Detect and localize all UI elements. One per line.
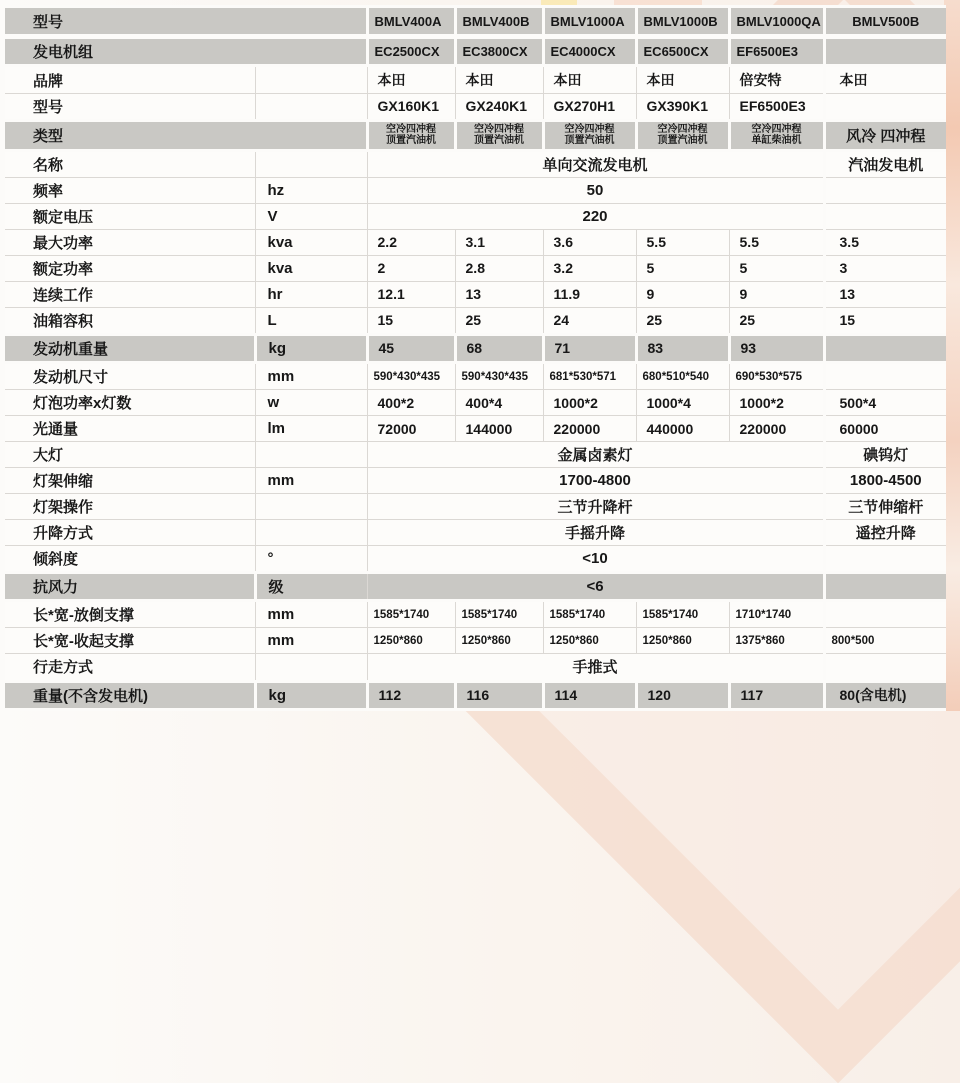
background-right-strip <box>944 0 960 711</box>
row-unit: mm <box>255 628 367 654</box>
spec-cell: 117 <box>729 681 824 709</box>
spec-cell <box>824 93 946 120</box>
spec-cell: 1585*1740 <box>455 601 543 628</box>
spec-cell: 220000 <box>729 416 824 442</box>
table-row <box>5 545 946 572</box>
spec-cell: EC4000CX <box>543 37 636 66</box>
row-unit: mm <box>255 468 367 494</box>
spec-cell: 13 <box>824 281 946 307</box>
spec-cell <box>824 601 946 628</box>
spec-cell: 本田 <box>367 66 455 93</box>
table-row <box>5 601 946 628</box>
spec-cell: EC6500CX <box>636 37 729 66</box>
spec-cell <box>824 37 946 66</box>
spec-cell: 25 <box>455 307 543 334</box>
spec-cell: 1585*1740 <box>367 601 455 628</box>
spec-cell: 114 <box>543 681 636 709</box>
row-unit: kg <box>255 681 367 709</box>
spec-cell: 本田 <box>636 66 729 93</box>
spec-cell-last: 风冷 四冲程 <box>824 120 946 150</box>
engine-type-cell: 空冷四冲程 顶置汽油机 <box>543 120 636 150</box>
row-label: 型号 <box>5 93 255 120</box>
row-unit: hr <box>255 281 367 307</box>
spec-cell: GX240K1 <box>455 93 543 120</box>
spec-cell: 1375*860 <box>729 628 824 654</box>
spec-cell: 1000*4 <box>636 390 729 416</box>
spec-cell: 1000*2 <box>543 390 636 416</box>
spec-span-cell: <6 <box>367 573 824 601</box>
spec-cell: 倍安特 <box>729 66 824 93</box>
spec-cell: 116 <box>455 681 543 709</box>
spec-cell: EF6500E3 <box>729 93 824 120</box>
table-row <box>5 7 946 37</box>
spec-cell: 1585*1740 <box>543 601 636 628</box>
spec-cell: 12.1 <box>367 281 455 307</box>
spec-cell: 本田 <box>455 66 543 93</box>
row-label: 长*宽-收起支撑 <box>5 628 255 654</box>
row-unit: 级 <box>255 573 367 601</box>
spec-cell-last <box>824 573 946 601</box>
row-label: 光通量 <box>5 416 255 442</box>
row-unit: kva <box>255 255 367 281</box>
row-label: 灯泡功率x灯数 <box>5 390 255 416</box>
spec-cell: 1710*1740 <box>729 601 824 628</box>
row-label: 类型 <box>5 120 367 150</box>
table-row <box>5 573 946 601</box>
spec-cell-last: 1800-4500 <box>824 468 946 494</box>
row-label: 最大功率 <box>5 229 255 255</box>
row-unit <box>255 150 367 177</box>
spec-cell: 5.5 <box>729 229 824 255</box>
table-row <box>5 416 946 442</box>
spec-cell <box>824 363 946 390</box>
spec-span-cell: 手推式 <box>367 654 824 681</box>
spec-cell: 83 <box>636 334 729 362</box>
row-label: 名称 <box>5 150 255 177</box>
row-label: 行走方式 <box>5 654 255 681</box>
spec-cell: 500*4 <box>824 390 946 416</box>
row-label: 大灯 <box>5 442 255 468</box>
spec-cell: 1000*2 <box>729 390 824 416</box>
row-label: 连续工作 <box>5 281 255 307</box>
spec-cell: 144000 <box>455 416 543 442</box>
spec-cell: 681*530*571 <box>543 363 636 390</box>
row-label: 频率 <box>5 177 255 203</box>
spec-cell-last <box>824 545 946 572</box>
spec-cell: 220000 <box>543 416 636 442</box>
spec-cell: EC3800CX <box>455 37 543 66</box>
spec-cell: 68 <box>455 334 543 362</box>
row-label: 发动机尺寸 <box>5 363 255 390</box>
table-row <box>5 654 946 681</box>
spec-cell: 72000 <box>367 416 455 442</box>
spec-cell: 本田 <box>824 66 946 93</box>
spec-cell: 400*2 <box>367 390 455 416</box>
spec-cell: 15 <box>824 307 946 334</box>
spec-cell: 2.2 <box>367 229 455 255</box>
table-row <box>5 255 946 281</box>
spec-cell: 3 <box>824 255 946 281</box>
spec-cell: 1250*860 <box>543 628 636 654</box>
spec-cell: 9 <box>729 281 824 307</box>
spec-cell: 400*4 <box>455 390 543 416</box>
row-unit: kg <box>255 334 367 362</box>
engine-type-cell: 空冷四冲程 顶置汽油机 <box>636 120 729 150</box>
spec-span-cell: 1700-4800 <box>367 468 824 494</box>
spec-cell: 5 <box>729 255 824 281</box>
row-label: 型号 <box>5 7 367 37</box>
spec-cell: 5 <box>636 255 729 281</box>
spec-cell: 3.5 <box>824 229 946 255</box>
row-label: 发电机组 <box>5 37 367 66</box>
engine-type-cell: 空冷四冲程 顶置汽油机 <box>455 120 543 150</box>
spec-cell-last <box>824 654 946 681</box>
spec-cell: 3.1 <box>455 229 543 255</box>
table-row <box>5 681 946 709</box>
spec-span-cell: 220 <box>367 203 824 229</box>
engine-type-cell: 空冷四冲程 单缸柴油机 <box>729 120 824 150</box>
row-unit: V <box>255 203 367 229</box>
spec-cell: 690*530*575 <box>729 363 824 390</box>
spec-cell: 71 <box>543 334 636 362</box>
row-unit <box>255 93 367 120</box>
row-unit: mm <box>255 601 367 628</box>
table-row <box>5 93 946 120</box>
spec-cell: 590*430*435 <box>455 363 543 390</box>
spec-span-cell: 三节升降杆 <box>367 494 824 520</box>
spec-cell: 15 <box>367 307 455 334</box>
row-label: 抗风力 <box>5 573 255 601</box>
spec-cell: GX270H1 <box>543 93 636 120</box>
spec-span-cell: 金属卤素灯 <box>367 442 824 468</box>
spec-span-cell: 手摇升降 <box>367 519 824 545</box>
spec-cell-last <box>824 203 946 229</box>
spec-cell: 1250*860 <box>455 628 543 654</box>
spec-cell-last: 碘钨灯 <box>824 442 946 468</box>
spec-cell-last: 三节伸缩杆 <box>824 494 946 520</box>
spec-cell: BMLV1000QA <box>729 7 824 37</box>
table-row <box>5 229 946 255</box>
table-row <box>5 628 946 654</box>
table-row <box>5 203 946 229</box>
table-row <box>5 363 946 390</box>
spec-cell-last: 遥控升降 <box>824 519 946 545</box>
spec-cell-last: 汽油发电机 <box>824 150 946 177</box>
spec-cell: 680*510*540 <box>636 363 729 390</box>
spec-cell <box>824 334 946 362</box>
spec-cell: 11.9 <box>543 281 636 307</box>
spec-span-cell: 50 <box>367 177 824 203</box>
row-unit <box>255 66 367 93</box>
table-row <box>5 66 946 93</box>
table-row <box>5 281 946 307</box>
spec-cell: BMLV1000A <box>543 7 636 37</box>
row-label: 升降方式 <box>5 519 255 545</box>
spec-cell: 3.6 <box>543 229 636 255</box>
table-row <box>5 468 946 494</box>
spec-cell: 13 <box>455 281 543 307</box>
row-label: 灯架操作 <box>5 494 255 520</box>
spec-cell: 1250*860 <box>636 628 729 654</box>
table-row <box>5 150 946 177</box>
row-unit: w <box>255 390 367 416</box>
row-unit <box>255 442 367 468</box>
row-label: 品牌 <box>5 66 255 93</box>
spec-cell: GX160K1 <box>367 93 455 120</box>
spec-table-wrapper <box>5 5 946 711</box>
table-row <box>5 120 946 150</box>
spec-cell: 24 <box>543 307 636 334</box>
spec-cell: GX390K1 <box>636 93 729 120</box>
spec-cell: BMLV400B <box>455 7 543 37</box>
table-row <box>5 494 946 520</box>
row-label: 重量(不含发电机) <box>5 681 255 709</box>
spec-cell: 3.2 <box>543 255 636 281</box>
row-unit <box>255 654 367 681</box>
spec-cell: 本田 <box>543 66 636 93</box>
table-row <box>5 177 946 203</box>
spec-cell: BMLV1000B <box>636 7 729 37</box>
table-row <box>5 37 946 66</box>
engine-type-cell: 空冷四冲程 顶置汽油机 <box>367 120 455 150</box>
spec-cell: 5.5 <box>636 229 729 255</box>
spec-span-cell: 单向交流发电机 <box>367 150 824 177</box>
row-label: 额定功率 <box>5 255 255 281</box>
row-unit: mm <box>255 363 367 390</box>
spec-cell: 9 <box>636 281 729 307</box>
table-row <box>5 307 946 334</box>
row-unit: L <box>255 307 367 334</box>
row-label: 额定电压 <box>5 203 255 229</box>
row-unit <box>255 519 367 545</box>
row-label: 长*宽-放倒支撑 <box>5 601 255 628</box>
table-row <box>5 442 946 468</box>
spec-cell: BMLV500B <box>824 7 946 37</box>
spec-cell: 440000 <box>636 416 729 442</box>
spec-table <box>5 5 946 711</box>
spec-cell: 120 <box>636 681 729 709</box>
spec-span-cell: <10 <box>367 545 824 572</box>
spec-cell: 80(含电机) <box>824 681 946 709</box>
row-unit: kva <box>255 229 367 255</box>
row-unit: ° <box>255 545 367 572</box>
row-unit: hz <box>255 177 367 203</box>
table-row <box>5 390 946 416</box>
spec-cell: EC2500CX <box>367 37 455 66</box>
table-row <box>5 334 946 362</box>
row-label: 灯架伸缩 <box>5 468 255 494</box>
spec-cell: 60000 <box>824 416 946 442</box>
row-label: 发动机重量 <box>5 334 255 362</box>
spec-cell: 1585*1740 <box>636 601 729 628</box>
spec-cell: 45 <box>367 334 455 362</box>
spec-cell: 25 <box>636 307 729 334</box>
spec-cell: 800*500 <box>824 628 946 654</box>
table-row <box>5 519 946 545</box>
spec-cell: 2 <box>367 255 455 281</box>
row-label: 倾斜度 <box>5 545 255 572</box>
spec-cell: 93 <box>729 334 824 362</box>
spec-cell: 25 <box>729 307 824 334</box>
spec-cell: 2.8 <box>455 255 543 281</box>
spec-cell: 1250*860 <box>367 628 455 654</box>
spec-cell-last <box>824 177 946 203</box>
row-unit: lm <box>255 416 367 442</box>
spec-cell: 112 <box>367 681 455 709</box>
spec-cell: BMLV400A <box>367 7 455 37</box>
spec-cell: 590*430*435 <box>367 363 455 390</box>
row-unit <box>255 494 367 520</box>
spec-cell: EF6500E3 <box>729 37 824 66</box>
row-label: 油箱容积 <box>5 307 255 334</box>
